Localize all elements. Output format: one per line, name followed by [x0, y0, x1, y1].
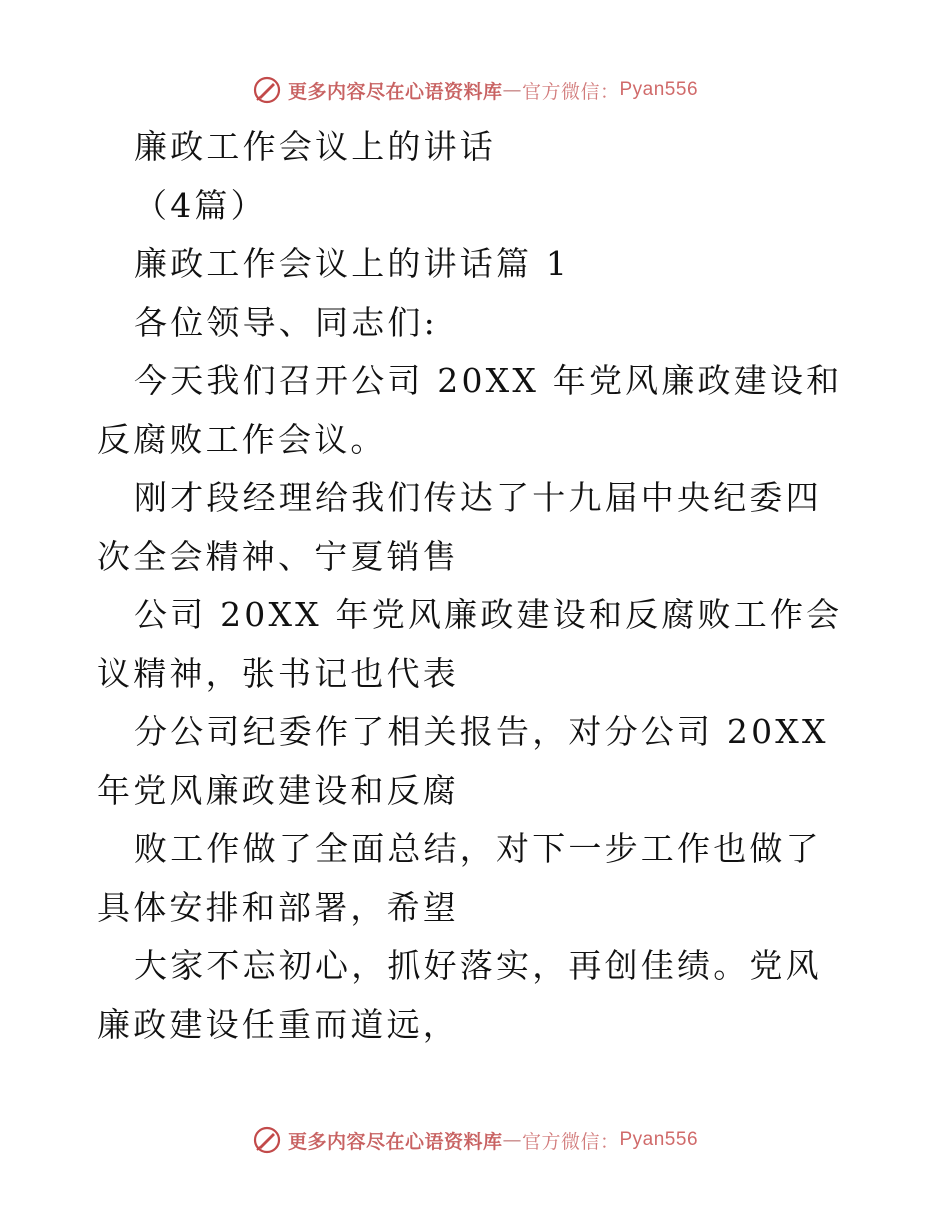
quill-logo-icon — [252, 1125, 282, 1155]
quill-logo-icon — [252, 75, 282, 105]
watermark-separator: — — [502, 79, 522, 101]
document-title: 廉政工作会议上的讲话 — [134, 127, 496, 166]
watermark-wechat-id: Pyan556 — [619, 1129, 699, 1150]
watermark-label: 官方微信： — [521, 80, 620, 103]
footer-watermark — [0, 1120, 950, 1160]
section-heading: 廉政工作会议上的讲话篇 1 — [134, 244, 571, 283]
paragraph: 刚才段经理给我们传达了十九届中央纪委四次全会精神、宁夏销售 — [97, 478, 822, 576]
document-subtitle: （4篇） — [134, 185, 267, 225]
paragraph: 公司 20XX 年党风廉政建设和反腐败工作会议精神，张书记也代表 — [97, 595, 843, 693]
salutation: 各位领导、同志们: — [134, 302, 438, 342]
watermark-separator: — — [502, 1129, 522, 1151]
paragraph: 今天我们召开公司 20XX 年党风廉政建设和反腐败工作会议。 — [97, 361, 843, 459]
watermark-brand: 更多内容尽在心语资料库 — [287, 80, 503, 103]
paragraph: 败工作做了全面总结，对下一步工作也做了具体安排和部署，希望 — [97, 829, 822, 927]
paragraph: 大家不忘初心，抓好落实，再创佳绩。党风廉政建设任重而道远， — [97, 946, 822, 1044]
header-watermark — [0, 70, 950, 110]
watermark-wechat-id: Pyan556 — [619, 79, 699, 100]
watermark-brand: 更多内容尽在心语资料库 — [287, 1130, 503, 1153]
document-body — [97, 118, 857, 1054]
paragraph: 分公司纪委作了相关报告，对分公司 20XX 年党风廉政建设和反腐 — [97, 712, 829, 810]
watermark-label: 官方微信： — [521, 1130, 620, 1153]
